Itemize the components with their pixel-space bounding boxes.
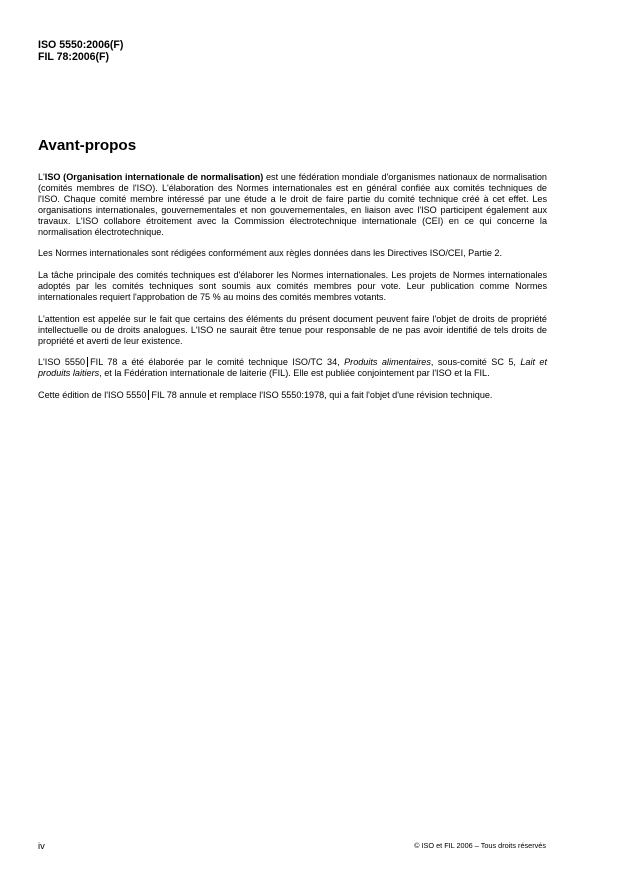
paragraph-patent-rights: L'attention est appelée sur le fait que certains des éléments du présent document peuvent faire l'objet de droits de propriété intellectuelle ou de droits analogues. L'ISO ne saurait être tenue pour responsable de ne pas avoir identifié de tels droits de propriété et averti de leur existence. [38, 313, 547, 346]
paragraph-5-part-a: L'ISO 5550 [38, 357, 86, 368]
iso-reference: ISO 5550:2006(F) [38, 39, 124, 51]
page-title: Avant-propos [38, 137, 137, 154]
paragraph-prepared-by [38, 357, 547, 379]
vertical-bar-separator [148, 390, 149, 400]
paragraph-5-part-f: , et la Fédération internationale de laiterie (FIL). Elle est publiée conjointement par l'ISO et la FIL. [99, 368, 490, 379]
paragraph-edition [38, 390, 547, 401]
copyright-notice: © ISO et FIL 2006 – Tous droits réservés [414, 841, 546, 850]
paragraph-1-text: est une fédération mondiale d'organismes nationaux de normalisation (comités membres de l'ISO). L'élaboration des Normes internationales est en général confiée aux comités techniques de l'ISO. Chaque comité membre intéressé par une étude a le droit de faire partie du comité technique créé à cet effet. Les organisations internationales, gouvernementales et non gouvernementales, en liaison avec l'ISO participent également aux travaux. L'ISO collabore étroitement avec la Commission électrotechnique internationale (CEI) en ce qui concerne la normalisation électrotechnique. [38, 172, 547, 237]
fil-reference: FIL 78:2006(F) [38, 51, 110, 63]
paragraph-6-part-b: FIL 78 annule et remplace l'ISO 5550:1978, qui a fait l'objet d'une révision technique. [151, 390, 493, 401]
paragraph-6-part-a: Cette édition de l'ISO 5550 [38, 390, 147, 401]
foreword-body [38, 172, 547, 412]
page-number: iv [38, 840, 45, 851]
paragraph-5-subcommittee-name: Lait et produits laitiers [38, 357, 548, 379]
paragraph-iso-organisation [38, 172, 547, 237]
standard-reference-header [38, 39, 123, 63]
vertical-bar-separator [87, 357, 88, 367]
paragraph-1-bold-term: ISO (Organisation internationale de normalisation) [44, 172, 264, 182]
paragraph-directives: Les Normes internationales sont rédigées conformément aux règles données dans les Directives ISO/CEI, Partie 2. [38, 248, 503, 259]
paragraph-5-committee-name: Produits alimentaires [344, 357, 431, 368]
paragraph-5-part-d: , sous-comité SC 5, [430, 357, 521, 368]
paragraph-1-lead: L' [38, 172, 45, 182]
paragraph-5-part-b: FIL 78 a été élaborée par le comité technique ISO/TC 34, [90, 357, 345, 368]
paragraph-technical-committees: La tâche principale des comités techniques est d'élaborer les Normes internationales. Les projets de Normes internationales adoptés par les comités techniques sont soumis aux comités membres pour vote. Leur publication comme Normes internationales requiert l'approbation de 75 % au moins des comités membres votants. [38, 270, 547, 302]
